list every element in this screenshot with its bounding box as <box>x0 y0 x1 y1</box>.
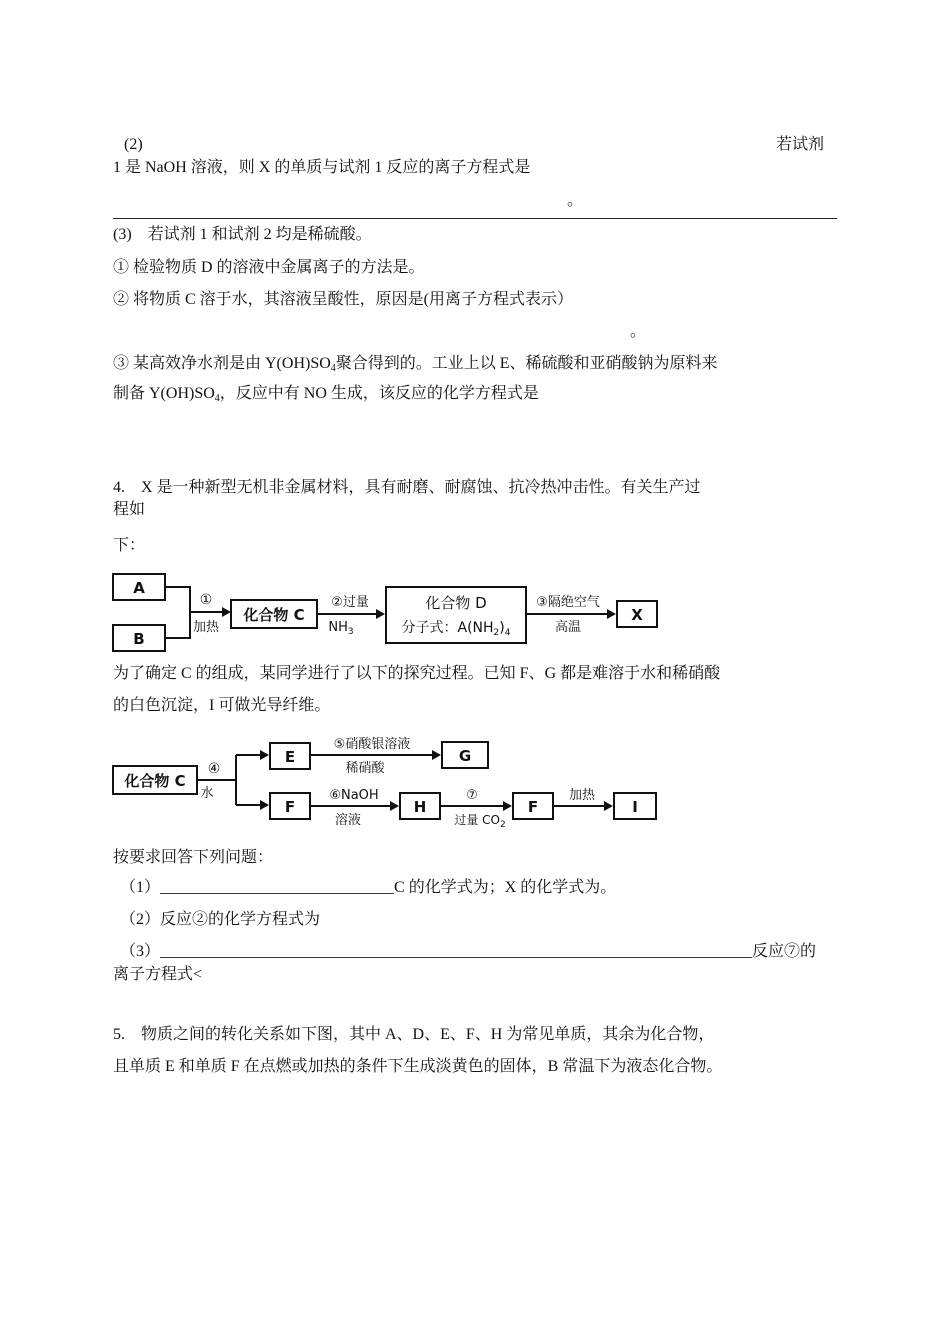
compound-d-formula: 分子式：$A(NH_2)_4$ <box>401 620 511 638</box>
item-2: ② 将物质 C 溶于水，其溶液呈酸性，原因是(用离子方程式表示） <box>113 291 574 308</box>
item2-period: 。 <box>630 323 647 340</box>
step7-condition: 过量 $CO_2$ <box>454 813 506 830</box>
box-g-label: G <box>458 747 472 765</box>
step3-condition: 高温 <box>554 620 582 635</box>
q5-line1: 5. 物质之间的转化关系如下图，其中 A、D、E、F、H 为常见单质，其余为化合物， <box>113 1026 715 1043</box>
arrow-head <box>607 609 616 619</box>
arrow-head <box>432 750 441 760</box>
step7-label: ⑦ <box>466 788 478 803</box>
q4-desc-line1: 为了确定 C 的组成，某同学进行了以下的探究过程。已知 F、G 都是难溶于水和稀硝酸 <box>113 665 721 682</box>
box-i-label: I <box>632 798 638 816</box>
part2-text: 1 是 NaOH 溶液，则 X 的单质与试剂 1 反应的离子方程式是 <box>113 159 531 176</box>
arrow-head <box>260 800 269 810</box>
item-1: ① 检验物质 D 的溶液中金属离子的方法是。 <box>113 259 425 276</box>
part3-heading: (3) 若试剂 1 和试剂 2 均是稀硫酸。 <box>113 226 372 243</box>
arrow-head <box>390 801 399 811</box>
arrow-head <box>604 801 613 811</box>
compound-c2-label: 化合物 C <box>124 772 186 790</box>
q5-line2: 且单质 E 和单质 F 在点燃或加热的条件下生成淡黄色的固体，B 常温下为液态化合物。 <box>113 1058 723 1075</box>
part2-period: 。 <box>567 192 584 209</box>
arrow-head <box>503 801 512 811</box>
q4-answer-2: （2）反应②的化学方程式为 <box>120 911 321 928</box>
q4-ask: 按要求回答下列问题： <box>113 849 274 866</box>
step5-label: ⑤硝酸银溶液 <box>333 737 411 752</box>
part2-number: (2) <box>124 136 143 153</box>
box-a-label: A <box>133 579 145 597</box>
q4-intro-line2: 程如 <box>113 501 146 518</box>
step6-condition: 溶液 <box>334 813 362 828</box>
q4-answer-3-cont: 离子方程式< <box>113 966 203 983</box>
step4-label: ④ <box>207 761 221 777</box>
step8-label: 加热 <box>568 788 596 803</box>
compound-d-title: 化合物 D <box>425 594 487 612</box>
step3-label: ③隔绝空气 <box>536 595 600 610</box>
answer-blank[interactable] <box>160 878 394 894</box>
step1-label: ① <box>199 592 213 608</box>
box-f-label: F <box>284 798 296 816</box>
analysis-flow-diagram <box>110 735 670 830</box>
answer-blank[interactable] <box>160 942 752 958</box>
arrow-head <box>376 609 385 619</box>
step2-label: ②过量 <box>331 595 369 610</box>
q4-answer-3: （3） 反应⑦的 <box>120 943 817 960</box>
step5-condition: 稀硝酸 <box>345 761 385 776</box>
q4-intro-line1: 4. X 是一种新型无机非金属材料，具有耐磨、耐腐蚀、抗冷热冲击性。有关生产过 <box>113 479 701 496</box>
step6-label: ⑥NaOH <box>329 788 379 803</box>
item-3-line2: 制备 $Y(OH)SO_4$，反应中有 NO 生成，该反应的化学方程式是 <box>113 385 539 404</box>
box-x-label: X <box>631 606 643 624</box>
item-3-line1: ③ 某高效净水剂是由 $Y(OH)SO_4$聚合得到的。工业上以 E、稀硫酸和亚硝酸钠为原料来 <box>113 355 718 374</box>
box-b-label: B <box>133 630 145 648</box>
step2-condition: $NH_3$ <box>328 620 354 637</box>
part2-right-text: 若试剂 <box>776 136 825 153</box>
q4-intro-line3: 下： <box>113 537 146 554</box>
compound-c-label: 化合物 C <box>243 606 305 624</box>
q4-desc-line2: 的白色沉淀，I 可做光导纤维。 <box>113 697 331 714</box>
q4-answer-1: （1） C 的化学式为；X 的化学式为。 <box>120 879 617 896</box>
step4-condition: 水 <box>200 786 214 801</box>
arrow-head <box>222 607 231 617</box>
box-e-label: E <box>284 748 296 766</box>
box-h-label: H <box>413 798 427 816</box>
arrow-head <box>260 750 269 760</box>
answer-line <box>113 218 837 219</box>
step1-condition: 加热 <box>192 620 220 635</box>
production-flow-diagram <box>110 570 670 654</box>
box-f2-label: F <box>527 798 539 816</box>
